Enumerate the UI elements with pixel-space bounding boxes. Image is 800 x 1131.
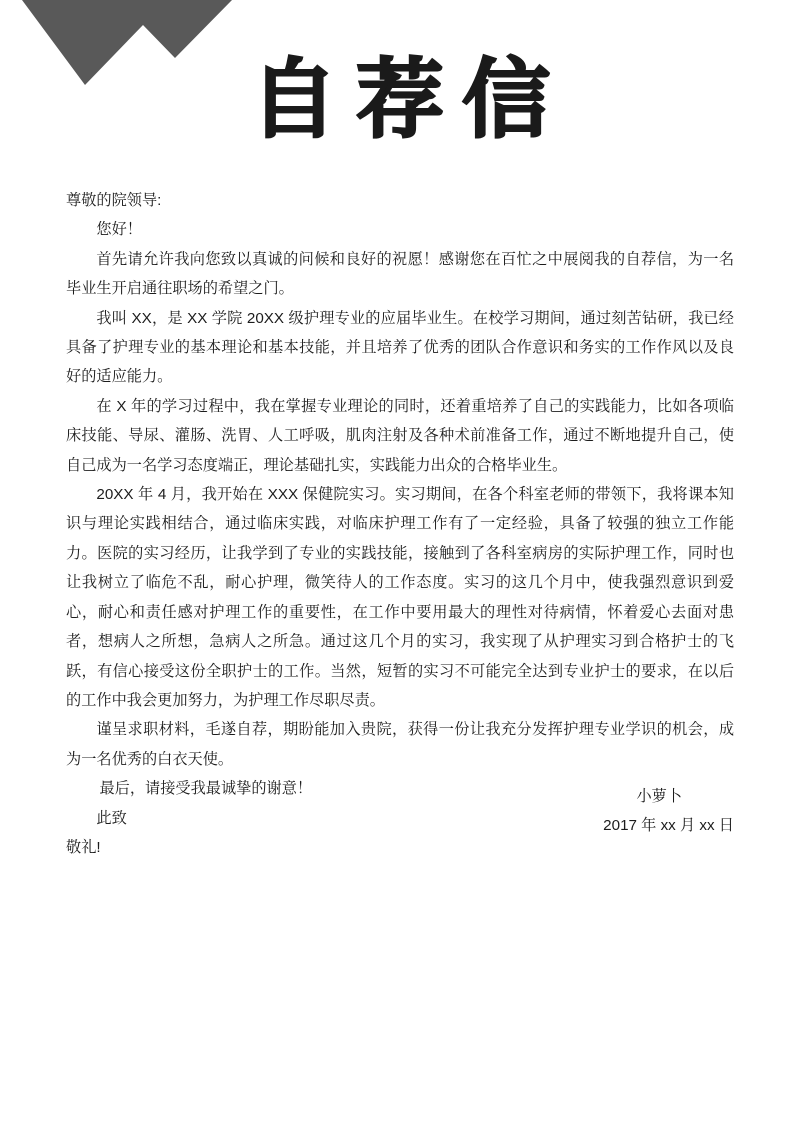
greeting: 您好！ xyxy=(96,221,142,239)
letter-body xyxy=(66,186,734,862)
closing-word: 此致 xyxy=(96,809,127,827)
zigzag-decoration-icon xyxy=(0,0,260,100)
signature-block xyxy=(66,782,734,841)
paragraph-3: 在 X 年的学习过程中，我在掌握专业理论的同时，还着重培养了自己的实践能力，比如各项临床技能、导尿、灌肠、洗胃、人工呼吸，肌肉注射及各种术前准备工作，通过不断地提升自己，使自己成为一名学习态度端正，理论基础扎实，实践能力出众的合格毕业生。 xyxy=(66,397,734,474)
page-title: 自荐信 xyxy=(250,49,569,150)
signature-name: 小萝卜 xyxy=(636,788,682,805)
paragraph-2: 我叫 XX，是 XX 学院 20XX 级护理专业的应届毕业生。在校学习期间，通过刻苦钻研，我已经具备了护理专业的基本理论和基本技能，并且培养了优秀的团队合作意识和务实的工作作风以及良好的适应能力。 xyxy=(66,309,734,386)
paragraph-5: 谨呈求职材料，毛遂自荐，期盼能加入贵院，获得一份让我充分发挥护理专业学识的机会，成为一名优秀的白衣天使。 xyxy=(66,721,734,768)
salutation: 尊敬的院领导: xyxy=(66,192,162,209)
paragraph-1: 首先请允许我向您致以真诚的问候和良好的祝愿！感谢您在百忙之中展阅我的自荐信，为一名毕业生开启通往职场的希望之门。 xyxy=(66,250,734,298)
paragraph-4: 20XX 年 4 月，我开始在 XXX 保健院实习。实习期间，在各个科室老师的带领下，我将课本知识与理论实践相结合，通过临床实践，对临床护理工作有了一定经验，具备了较强的独立工作能力。医院的实习经历，让我学到了专业的实践技能，接触到了各科室病房的实际护理工作，同时也让我树立了临危不乱，耐心护理，微笑待人的工作态度。实习的这几个月中，使我强烈意识到爱心，耐心和责任感对护理工作的重要性，在工作中要用最大的理性对待病情，怀着爱心去面对患者，想病人之所想，急病人之所急。通过这几个月的实习，我实现了从护理实习到合格护士的飞跃，有信心接受这份全职护士的工作。当然，短暂的实习不可能完全达到专业护士的要求，在以后的工作中我会更加努力，为护理工作尽职尽责。 xyxy=(66,486,734,709)
signature-date: 2017 年 xx 月 xx 日 xyxy=(603,817,734,835)
closing-thanks: 最后，请接受我最诚挚的谢意！ xyxy=(99,780,313,798)
closing-salute: 敬礼! xyxy=(66,838,101,856)
